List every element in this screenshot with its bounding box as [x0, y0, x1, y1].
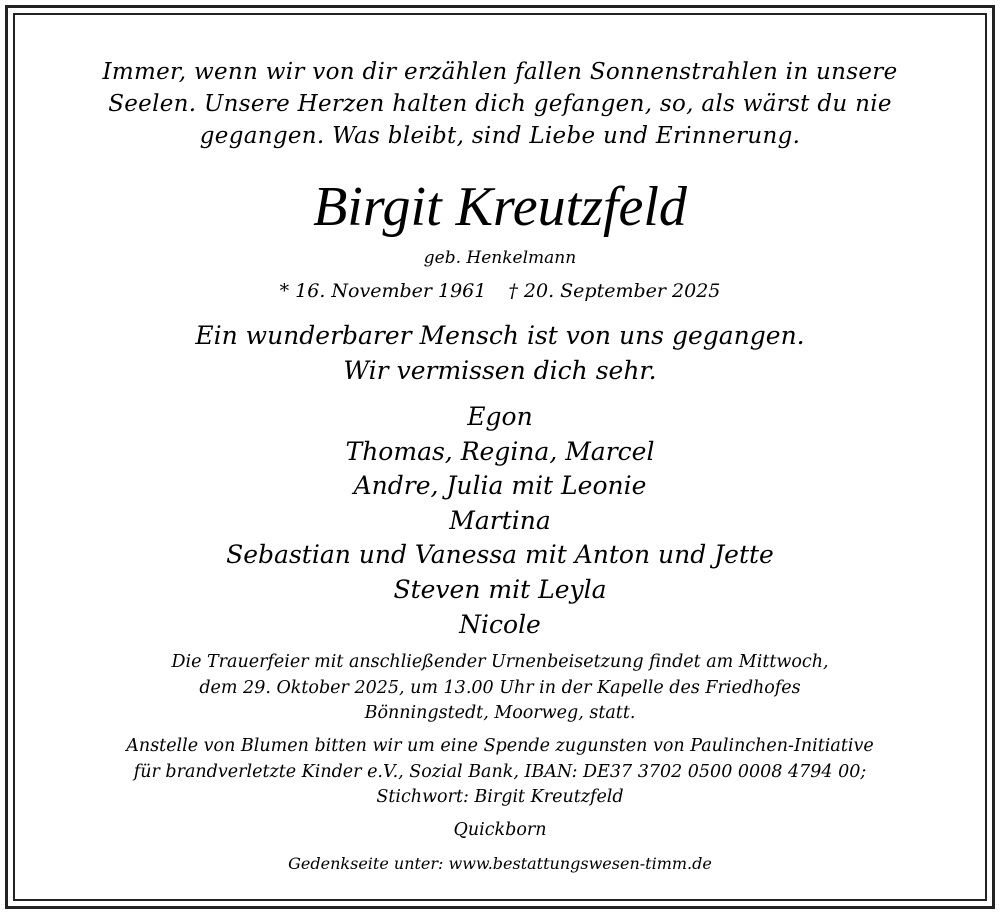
- message-line: Ein wunderbarer Mensch ist von uns gegangen.: [195, 321, 805, 350]
- funeral-line: Bönningstedt, Moorweg, statt.: [364, 703, 636, 723]
- donation-notice: [20, 734, 980, 811]
- funeral-notice: [20, 650, 980, 727]
- mourners-list: [20, 400, 980, 642]
- mourner-entry: Sebastian und Vanessa mit Anton und Jette: [226, 540, 774, 570]
- life-dates: [20, 278, 980, 304]
- place-name: Quickborn: [453, 820, 547, 840]
- mourner-entry: Martina: [449, 505, 551, 535]
- deceased-name: Birgit Kreutzfeld: [313, 176, 687, 238]
- maiden-name: geb. Henkelmann: [423, 248, 577, 268]
- funeral-line: Die Trauerfeier mit anschließender Urnenbeisetzung findet am Mittwoch,: [171, 652, 829, 672]
- poem-line: Immer, wenn wir von dir erzählen fallen Sonnenstrahlen in unsere: [102, 59, 898, 85]
- donation-line: für brandverletzte Kinder e.V., Sozial Bank, IBAN: DE37 3702 0500 0008 4794 00;: [133, 761, 867, 782]
- birth-date: * 16. November 1961: [279, 280, 487, 302]
- memorial-page-link[interactable]: Gedenkseite unter: www.bestattungswesen-timm.de: [288, 854, 712, 873]
- message-line: Wir vermissen dich sehr.: [343, 356, 657, 385]
- donation-line: Stichwort: Birgit Kreutzfeld: [376, 787, 624, 807]
- mourner-entry: Nicole: [459, 609, 541, 639]
- memorial-poem: [20, 56, 980, 152]
- mourner-entry: Thomas, Regina, Marcel: [345, 436, 655, 466]
- farewell-message: [20, 318, 980, 388]
- funeral-line: dem 29. Oktober 2025, um 13.00 Uhr in der Kapelle des Friedhofes: [199, 677, 801, 698]
- death-date: † 20. September 2025: [508, 280, 721, 302]
- donation-line: Anstelle von Blumen bitten wir um eine Spende zugunsten von Paulinchen-Initiative: [126, 736, 874, 756]
- mourner-entry: Andre, Julia mit Leonie: [353, 471, 647, 501]
- poem-line: gegangen. Was bleibt, sind Liebe und Erinnerung.: [199, 123, 801, 149]
- poem-line: Seelen. Unsere Herzen halten dich gefangen, so, als wärst du nie: [108, 91, 892, 117]
- mourner-entry: Steven mit Leyla: [393, 574, 607, 604]
- mourner-entry: Egon: [467, 402, 533, 431]
